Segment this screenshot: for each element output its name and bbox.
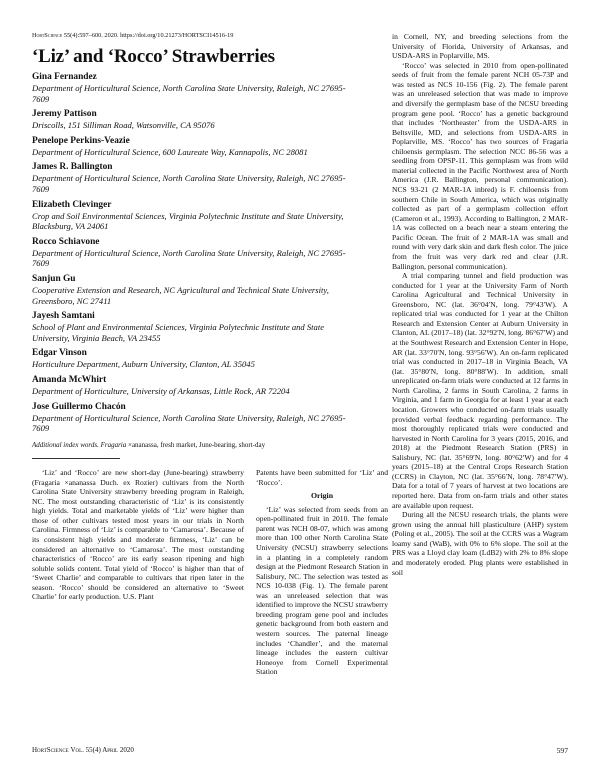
author-affiliation: Department of Horticultural Science, 600 Laureate Way, Kannapolis, NC 28081 [32, 146, 308, 157]
author-affiliation: Department of Horticultural Science, North Carolina State University, Raleigh, NC 27695-7609 [32, 247, 346, 269]
author-affiliation: Horticulture Department, Auburn University, Clanton, AL 35045 [32, 359, 255, 370]
author-affiliation: Cooperative Extension and Research, NC Agricultural and Technical State University, Greensboro, NC 27411 [32, 284, 329, 306]
author-entry [32, 402, 362, 434]
author-entry [32, 162, 362, 194]
origin-paragraph-liz: ‘Liz’ was selected from seeds from an open-pollinated fruit in 2010. The female parent was NCH 08-07, which was among more than 100 other North Carolina State University (NCSU) strawberry selections in a planting in a completely random design at the Piedmont Research Station in Salisbury, NC. The selection was tested as NCS 10-038 (Fig. 1). The female parent was an unreleased selection that was identified to improve the NCSU strawberry breeding program gene pool and includes genetic background from both eastern and western sources. The paternal lineage includes ‘Chandler’, and the maternal lineage includes the eastern cultivar Honeoye from Cornell Experimental Station [256, 504, 388, 677]
trials-paragraph: A trial comparing tunnel and field production was conducted for 1 year at the University Farm of North Carolina Agricultural and Technical University in Greensboro, NC (lat. 36°04′N, long. 79°43′W). A replicated trial was conducted for 1 year at the Chilton Research and Extension Center at Auburn University in Clanton, AL (2017–18) (lat. 32°92′N, long. 86°67′W) and at the Southwest Research and Extension Center in Hope, AR (lat. 33°70′N, long. 93°56′W). An on-farm replicated trial was conducted in 2017–18 in Virginia Beach, VA (lat. 35°80′N, long. 80°88′W). In addition, small unreplicated on-farm trials were conducted at 12 farms in North Carolina, 2 farms in South Carolina, 2 farms in Virginia, and 1 farm in Georgia for at least 1 year at each location. Growers who conducted on-farm trials usually provided verbal feedback regarding performance. The most thoroughly replicated trials were conducted and harvested in North Carolina for 3 years (2015, 2016, and 2018) at the Piedmont Research Station (PRS) in Salisbury, NC (lat. 35°69′N, long. 80°62′W) and for 4 years (2015–18) at the Central Crops Research Station (CCRS) in Clayton, NC (lat. 35°66′N, long. 78°47′W). Data for a total of 7 years of harvest at two locations are reported here. Data from on-farm trials and other states are available upon request. [392, 271, 568, 510]
author-name: Penelope Perkins-Veazie [32, 135, 130, 146]
footer-issue: Vol. 55(4) April 2020 [70, 746, 134, 754]
keywords-genus: Fragaria [100, 441, 127, 449]
page-footer [32, 746, 134, 755]
author-entry [32, 200, 362, 232]
author-name: Jose Guillermo Chacón [32, 401, 126, 412]
author-name: Jayesh Samtani [32, 311, 95, 322]
author-name: Rocco Schiavone [32, 236, 100, 247]
patent-paragraph: Patents have been submitted for ‘Liz’ and ‘Rocco’. [256, 468, 388, 487]
author-affiliation: Department of Horticultural Science, North Carolina State University, Raleigh, NC 27695-7609 [32, 83, 346, 104]
journal-header [32, 32, 362, 40]
body-column-3 [392, 32, 568, 577]
origin-heading: Origin [310, 491, 334, 501]
author-affiliation: Department of Horticulture, University of Arkansas, Little Rock, AR 72204 [32, 385, 290, 396]
author-entry [32, 375, 362, 397]
author-entry [32, 274, 362, 306]
author-name: Jeremy Pattison [32, 109, 97, 120]
author-entry [32, 348, 362, 370]
footer-journal: HortScience [32, 746, 69, 754]
author-name: Amanda McWhirt [32, 374, 107, 385]
author-name: Gina Fernandez [32, 72, 97, 82]
author-name: James R. Ballington [32, 162, 113, 173]
author-name: Elizabeth Clevinger [32, 199, 112, 210]
keywords-label: Additional index words. [32, 441, 99, 449]
author-entry [32, 237, 362, 269]
author-affiliation: Department of Horticultural Science, North Carolina State University, Raleigh, NC 27695-7609 [32, 173, 346, 194]
author-entry [32, 136, 362, 158]
abstract-paragraph: ‘Liz’ and ‘Rocco’ are new short-day (June-bearing) strawberry (Fragaria ×ananassa Duch. ex Rozier) cultivars from the North Carolina State University strawberry breeding program in Raleigh, NC. The most outstanding characteristic of ‘Liz’ is its consistently high yields. Total and marketable yields of ‘Liz’ were higher than those of other cultivars tested most years in our trials in North Carolina. Firmness of ‘Liz’ is comparable to ‘Camarosa’. Because of its consistent high yields and moderate firmness, ‘Liz’ can be considered an alternative to ‘Camarosa’. The most outstanding characteristics of ‘Rocco’ are its early season ripening and high soluble solids content. Total yield of ‘Rocco’ is higher than that of ‘Sweet Charlie’ and comparable to cultivars that ripen later in the season. ‘Rocco’ should be considered an alternative to ‘Sweet Charlie’ for early production. U.S. Plant [32, 468, 244, 602]
author-affiliation: Crop and Soil Environmental Sciences, Virginia Polytechnic Institute and State University, Blacksburg, VA 24061 [32, 210, 344, 232]
body-column-2 [256, 468, 388, 677]
author-affiliation: Driscolls, 151 Silliman Road, Watsonville, CA 95076 [32, 120, 215, 131]
page-number: 597 [556, 746, 568, 755]
author-list [32, 72, 362, 439]
author-entry [32, 311, 362, 343]
author-entry [32, 109, 362, 131]
section-divider [32, 458, 120, 459]
author-entry [32, 72, 362, 104]
journal-citation: 55(4):597–600. 2020. https://doi.org/10.21273/HORTSCI14516-19 [63, 32, 234, 39]
index-keywords [32, 441, 362, 450]
author-affiliation: School of Plant and Environmental Sciences, Virginia Polytechnic Institute and State University, Virginia Beach, VA 23455 [32, 322, 325, 343]
author-affiliation: Department of Horticultural Science, North Carolina State University, Raleigh, NC 27695-7609 [32, 412, 346, 434]
origin-paragraph-rocco: ‘Rocco’ was selected in 2010 from open-pollinated seeds of fruit from the female parent NCH 05-73P and was tested as NCS 10-156 (Fig. 2). The female parent was an unreleased selection that was made to improve and diversify the germplasm base of the NCSU breeding program gene pool. ‘Rocco’ has a genetic background that includes ‘Northeaster’ from the USDA-ARS in Beltsville, MD, and selections from USDA-ARS in Poplarville, MS. ‘Rocco’ has two sources of Fragaria chiloensis germplasm. The selection NCC 86-56 was a seedling from OPSP-11. This germplasm was from wild material collected in the Pacific Northwest area of North America (J.R. Ballington, personal communication). NCS 93-21 (2 MAR-1A inbred) is F. chiloensis from southern Chile in South America, which was originally collected as part of a germplasm collection effort (Cameron et al., 1993). According to Ballington, 2 MAR-1A was collected on a beach near a steam entering the Pacific Ocean. The fruit of 2 MAR-1A was small and round with very dark skin and dark flesh color. The juice from the fruit was very dark red and clear (J.R. Ballington, personal communication). [392, 60, 568, 271]
body-column-1 [32, 468, 244, 602]
author-name: Edgar Vinson [32, 348, 87, 359]
article-title: ‘Liz’ and ‘Rocco’ Strawberries [32, 46, 275, 67]
origin-continuation: in Cornell, NY, and breeding selections from the University of Florida, University of Arkansas, and USDA-ARS in Poplarville, MS. [392, 32, 568, 61]
methods-paragraph: During all the NCSU research trials, the plants were grown using the annual hill plasticulture (AHP) system (Poling et al., 2005). The soil at the CCRS was a Wagram loamy sand (WaB), with 0% to 6% slope. The soil at the PRS was a Lloyd clay loam (LdB2) with 2% to 8% slope and moderately eroded. Plug plants were established in soil [392, 510, 568, 577]
keywords-rest: , fresh market, June-bearing, short-day [156, 441, 266, 449]
keywords-terms [101, 441, 266, 449]
journal-name: HortScience [32, 32, 63, 39]
keywords-species: ×ananassa [128, 441, 157, 449]
author-name: Sanjun Gu [32, 273, 76, 284]
